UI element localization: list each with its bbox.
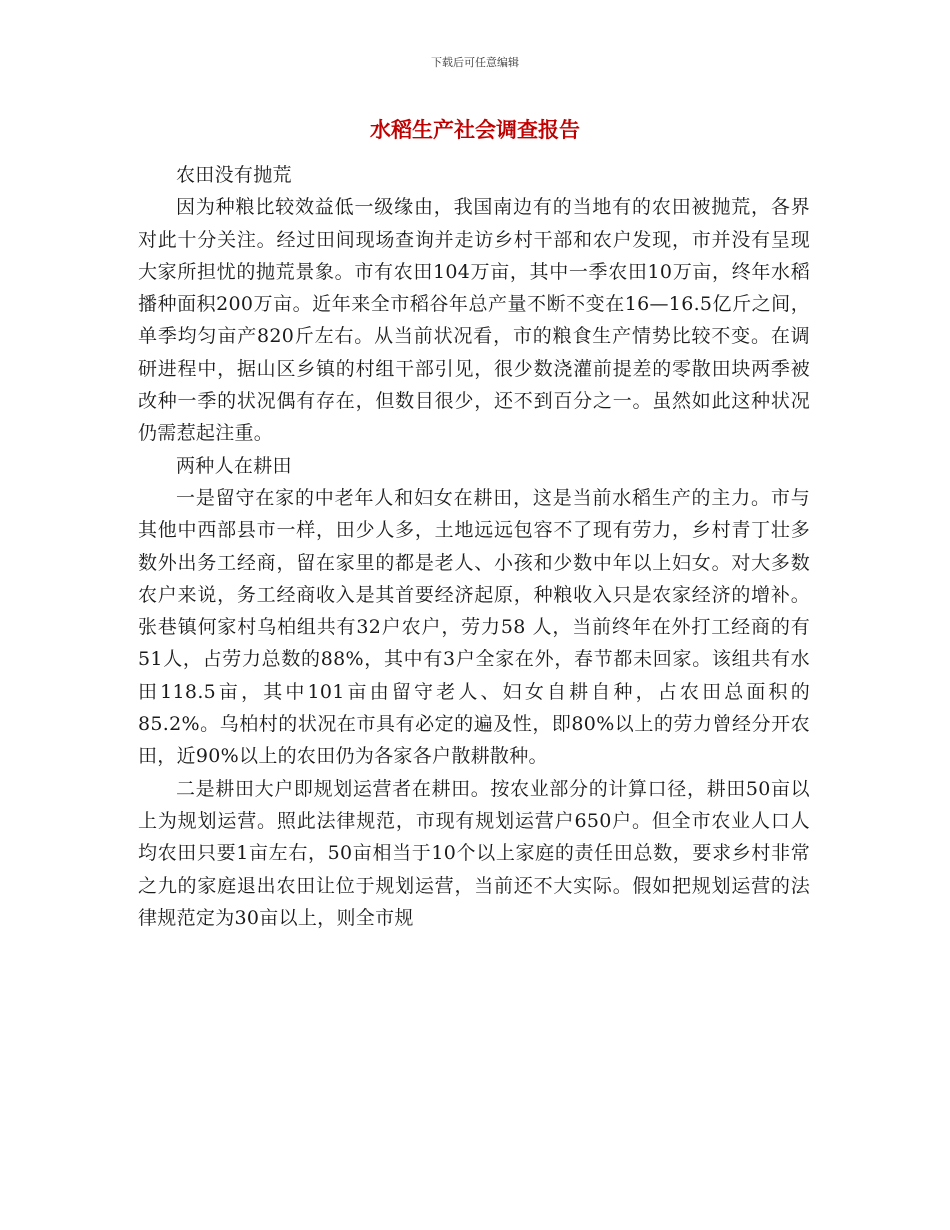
paragraph-large-farmers: 二是耕田大户即规划运营者在耕田。按农业部分的计算口径，耕田50亩以上为规划运营。照此法律规范，市现有规划运营户650户。但全市农业人口人均农田只要1亩左右，50亩相当于10个以上家庭的责任田总数，要求乡村非常之九的家庭退出农田让位于规划运营，当前还不大实际。假如把规划运营的法律规范定为30亩以上，则全市规 bbox=[138, 777, 810, 929]
document-body bbox=[138, 159, 810, 934]
page-header-note: 下载后可任意编辑 bbox=[431, 56, 519, 69]
section-heading-two-groups: 两种人在耕田 bbox=[176, 454, 292, 477]
paragraph-elderly-women: 一是留守在家的中老年人和妇女在耕田，这是当前水稻生产的主力。市与其他中西部县市一样，田少人多，土地远远包容不了现有劳力，乡村青丁壮多数外出务工经商，留在家里的都是老人、小孩和少数中年以上妇女。对大多数农户来说，务工经商收入是其首要经济起原，种粮收入只是农家经济的增补。张巷镇何家村乌柏组共有32户农户，劳力58 人，当前终年在外打工经商的有51人，占劳力总数的88%，其中有3户全家在外，春节都未回家。该组共有水田118.5亩，其中101亩由留守老人、妇女自耕自种，占农田总面积的85.2%。乌柏村的状况在市具有必定的遍及性，即80%以上的劳力曾经分开农田，近90%以上的农田仍为各家各户散耕散种。 bbox=[138, 486, 810, 768]
section-heading-farmland: 农田没有抛荒 bbox=[176, 164, 292, 186]
paragraph-farmland: 因为种粮比较效益低一级缘由，我国南边有的当地有的农田被抛荒，各界对此十分关注。经过田间现场查询并走访乡村干部和农户发现，市并没有呈现大家所担忧的抛荒景象。市有农田104万亩，其中一季农田10万亩，终年水稻播种面积200万亩。近年来全市稻谷年总产量不断不变在16—16.5亿斤之间，单季均匀亩产820斤左右。从当前状况看，市的粮食生产情势比较不变。在调研进程中，据山区乡镇的村组干部引见，很少数浇灌前提差的零散田块两季被改种一季的状况偶有存在，但数目很少，还不到百分之一。虽然如此这种状况仍需惹起注重。 bbox=[138, 196, 810, 445]
document-title: 水稻生产社会调查报告 bbox=[370, 117, 580, 142]
